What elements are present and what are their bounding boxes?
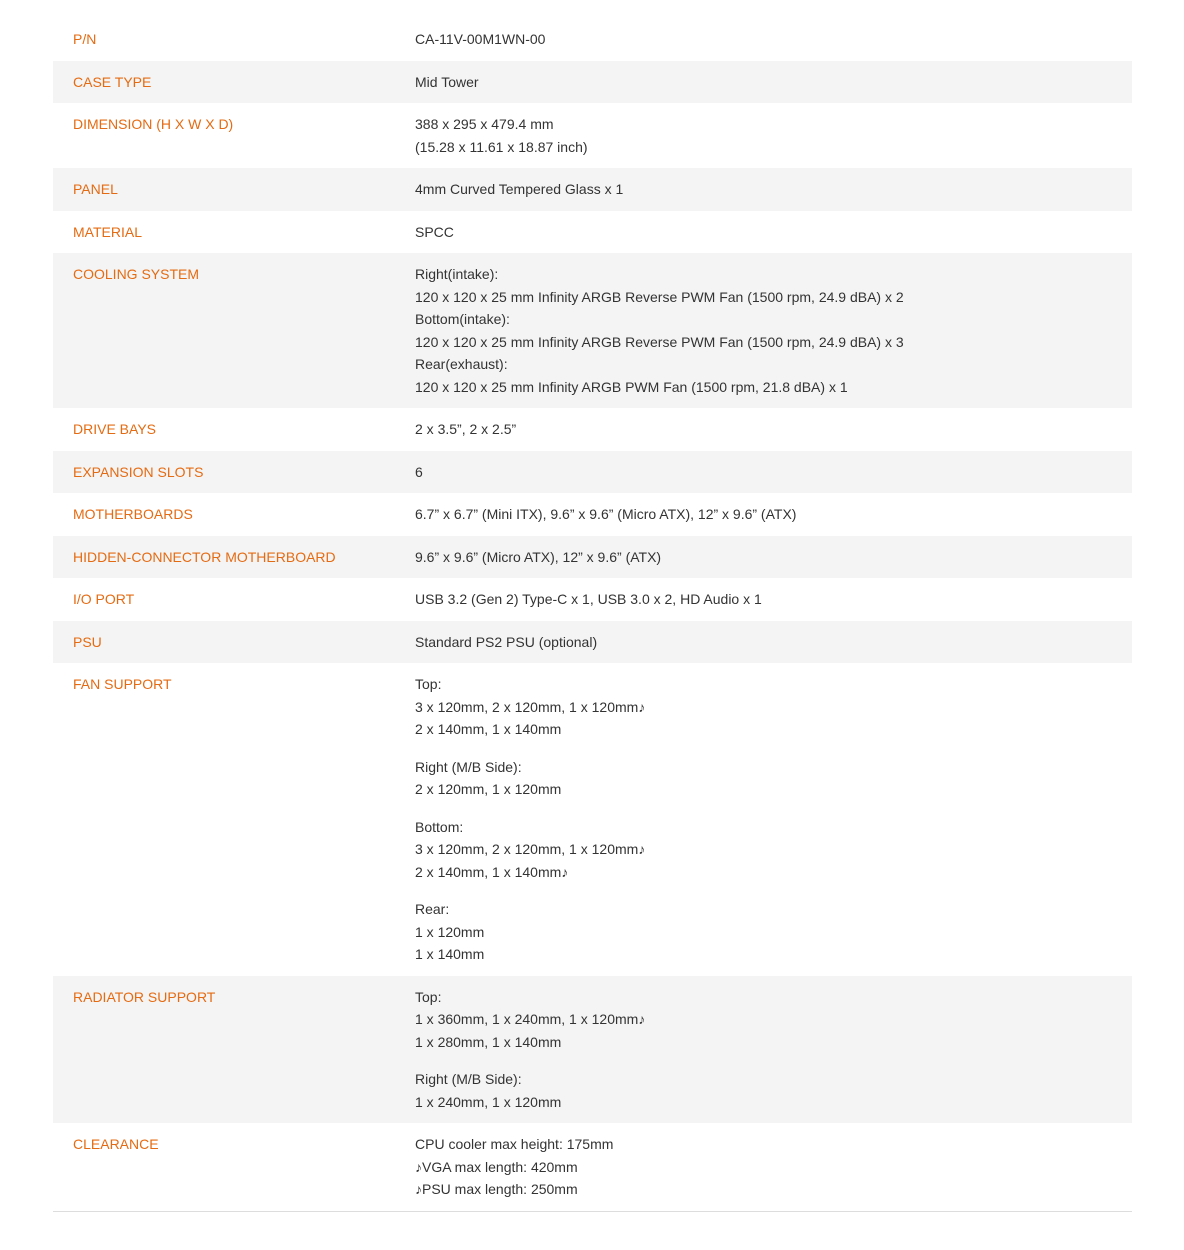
- spec-value: [415, 976, 1132, 1124]
- spec-value-line: 3 x 120mm, 2 x 120mm, 1 x 120mm♪: [415, 841, 646, 857]
- spec-row: [53, 168, 1132, 211]
- spec-value-line: Top:: [415, 676, 442, 692]
- spec-value-line: Bottom(intake):: [415, 311, 510, 327]
- spec-value-line: ♪VGA max length: 420mm: [415, 1158, 578, 1175]
- spec-value-line: 1 x 140mm: [415, 946, 485, 962]
- spec-table: [53, 18, 1132, 1212]
- spec-value-line: Standard PS2 PSU (optional): [415, 633, 598, 650]
- spec-value-line: ♪PSU max length: 250mm: [415, 1181, 578, 1197]
- spec-row: [53, 493, 1132, 536]
- spec-value-line: 1 x 280mm, 1 x 140mm: [415, 1033, 562, 1050]
- spec-row: [53, 536, 1132, 579]
- spec-value: [415, 168, 1132, 211]
- spec-label: DRIVE BAYS: [73, 421, 156, 437]
- spec-row: [53, 408, 1132, 451]
- spec-value-line: CA-11V-00M1WN-00: [415, 31, 546, 47]
- spec-label: MOTHERBOARDS: [73, 506, 193, 522]
- spec-value-line: Rear:: [415, 901, 450, 917]
- spec-value-line: (15.28 x 11.61 x 18.87 inch): [415, 138, 588, 155]
- spec-value-line: 2 x 140mm, 1 x 140mm: [415, 721, 562, 737]
- spec-value-line: [415, 883, 1132, 898]
- spec-value-line: Right(intake):: [415, 266, 499, 282]
- spec-value-line: [415, 801, 1132, 816]
- spec-value: [415, 408, 1132, 451]
- spec-value: [415, 103, 1132, 168]
- spec-value: [415, 536, 1132, 579]
- spec-value: [415, 61, 1132, 104]
- spec-label: RADIATOR SUPPORT: [73, 988, 216, 1005]
- spec-row: [53, 253, 1132, 408]
- spec-row: [53, 451, 1132, 494]
- spec-row: [53, 211, 1132, 254]
- spec-row: [53, 976, 1132, 1124]
- spec-value-line: 1 x 240mm, 1 x 120mm: [415, 1093, 562, 1110]
- spec-value-line: Right (M/B Side):: [415, 758, 522, 775]
- spec-value-line: 1 x 120mm: [415, 923, 485, 940]
- spec-value-line: Mid Tower: [415, 73, 479, 90]
- spec-label: EXPANSION SLOTS: [73, 463, 204, 480]
- spec-value-line: 4mm Curved Tempered Glass x 1: [415, 181, 624, 197]
- spec-row: [53, 621, 1132, 664]
- spec-value-line: 2 x 120mm, 1 x 120mm: [415, 781, 562, 797]
- spec-value-line: CPU cooler max height: 175mm: [415, 1136, 614, 1152]
- spec-value: [415, 1123, 1132, 1211]
- spec-value-line: [415, 741, 1132, 756]
- spec-value: [415, 253, 1132, 408]
- spec-value-line: USB 3.2 (Gen 2) Type-C x 1, USB 3.0 x 2, HD Audio x 1: [415, 591, 762, 607]
- spec-label: CLEARANCE: [73, 1136, 159, 1152]
- spec-value-line: Rear(exhaust):: [415, 356, 508, 372]
- spec-value: [415, 451, 1132, 494]
- spec-row: [53, 1123, 1132, 1212]
- spec-value: [415, 18, 1132, 61]
- spec-value-line: Top:: [415, 988, 442, 1005]
- spec-value: [415, 621, 1132, 664]
- spec-value-line: 120 x 120 x 25 mm Infinity ARGB Reverse PWM Fan (1500 rpm, 24.9 dBA) x 2: [415, 288, 904, 305]
- spec-value-line: 1 x 360mm, 1 x 240mm, 1 x 120mm♪: [415, 1011, 646, 1027]
- spec-row: [53, 103, 1132, 168]
- spec-value-line: 2 x 140mm, 1 x 140mm♪: [415, 863, 569, 880]
- spec-label: HIDDEN-CONNECTOR MOTHERBOARD: [73, 548, 336, 565]
- spec-label: I/O PORT: [73, 591, 135, 607]
- spec-label: COOLING SYSTEM: [73, 266, 200, 282]
- spec-label: FAN SUPPORT: [73, 676, 172, 692]
- spec-value: [415, 493, 1132, 536]
- spec-value-line: 6: [415, 463, 423, 480]
- spec-value: [415, 663, 1132, 976]
- spec-value-line: 6.7” x 6.7” (Mini ITX), 9.6” x 9.6” (Micro ATX), 12” x 9.6” (ATX): [415, 506, 797, 522]
- spec-label: PSU: [73, 633, 102, 650]
- spec-value-line: 9.6” x 9.6” (Micro ATX), 12” x 9.6” (ATX): [415, 548, 662, 565]
- spec-label: CASE TYPE: [73, 73, 152, 90]
- spec-value-line: 388 x 295 x 479.4 mm: [415, 116, 554, 132]
- spec-value-line: 120 x 120 x 25 mm Infinity ARGB PWM Fan (1500 rpm, 21.8 dBA) x 1: [415, 378, 848, 395]
- spec-value-line: Bottom:: [415, 818, 464, 835]
- spec-value-line: SPCC: [415, 223, 454, 240]
- spec-value: [415, 211, 1132, 254]
- spec-value-line: 3 x 120mm, 2 x 120mm, 1 x 120mm♪: [415, 698, 646, 715]
- spec-row: [53, 578, 1132, 621]
- spec-row: [53, 18, 1132, 61]
- spec-row: [53, 663, 1132, 976]
- spec-label: PANEL: [73, 181, 118, 197]
- spec-value: [415, 578, 1132, 621]
- spec-label: MATERIAL: [73, 223, 142, 240]
- spec-value-line: 120 x 120 x 25 mm Infinity ARGB Reverse PWM Fan (1500 rpm, 24.9 dBA) x 3: [415, 333, 904, 350]
- spec-label: P/N: [73, 31, 97, 47]
- spec-value-line: 2 x 3.5”, 2 x 2.5”: [415, 421, 517, 437]
- spec-label: DIMENSION (H X W X D): [73, 116, 234, 132]
- spec-value-line: Right (M/B Side):: [415, 1071, 522, 1087]
- spec-value-line: [415, 1053, 1132, 1068]
- spec-row: [53, 61, 1132, 104]
